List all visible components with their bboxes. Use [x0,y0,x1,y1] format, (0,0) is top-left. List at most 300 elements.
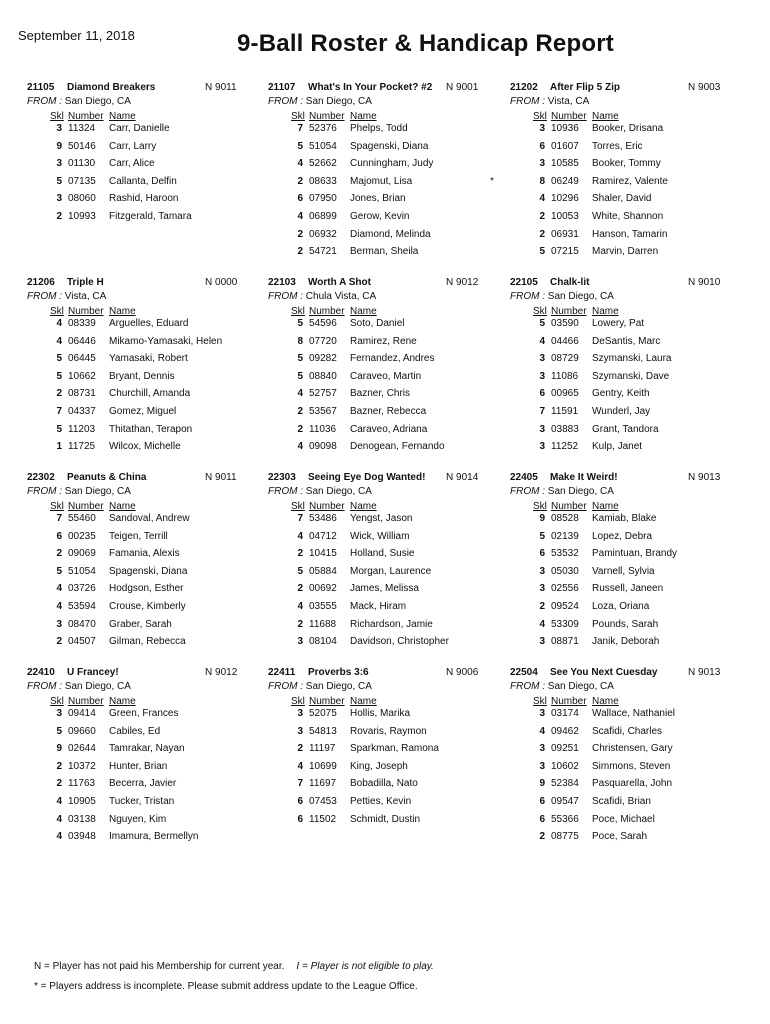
player-name: Becerra, Javier [109,778,177,790]
player-number: 52075 [309,708,337,719]
col-skl: Skl [533,696,547,707]
team-number: 22105 [510,277,538,288]
player-number: 11086 [551,370,579,382]
player-row [268,336,513,354]
player-number: 11036 [309,423,337,435]
team-block [268,667,513,857]
player-row [510,211,755,229]
player-number: 05884 [309,565,337,577]
player-name: Wallace, Nathaniel [592,708,676,719]
player-row [510,318,755,336]
player-name: Davidson, Christopher [350,636,449,648]
from-label: FROM : [27,291,62,302]
player-row [510,193,755,211]
player-skill: 4 [297,530,303,542]
player-skill: 6 [539,813,545,825]
player-name: Gomez, Miguel [109,405,177,417]
team-code: 9011 [215,82,237,93]
player-skill: 3 [539,423,545,435]
team-header [268,277,513,291]
player-name: Morgan, Laurence [350,565,432,577]
player-number: 03883 [551,423,579,435]
player-row [27,141,272,159]
team-name: Seeing Eye Dog Wanted! [308,472,426,483]
player-row [268,371,513,389]
player-row [268,158,513,176]
team-from [510,681,755,694]
player-name: Yengst, Jason [350,513,413,524]
player-number: 04466 [551,335,579,347]
team-number: 22103 [268,277,296,288]
player-name: Sandoval, Andrew [109,513,190,524]
player-name: Famania, Alexis [109,548,180,560]
player-name: Mikamo-Yamasaki, Helen [109,335,223,347]
team-name: What's In Your Pocket? #2 [308,82,433,93]
team-code: 9001 [456,82,479,93]
player-number: 01607 [551,140,579,152]
from-label: FROM : [510,291,545,302]
player-name: Crouse, Kimberly [109,600,186,612]
player-skill: 4 [56,318,62,329]
team-block [510,667,755,857]
player-skill: 3 [56,618,62,630]
player-name: Spagenski, Diana [350,140,429,152]
team-flag: N [688,82,696,93]
team-from [268,291,513,304]
from-label: FROM : [510,486,545,497]
player-row [510,123,755,141]
player-row [510,778,755,796]
report-title: 9-Ball Roster & Handicap Report [237,30,614,57]
report-date: September 11, 2018 [18,28,135,43]
col-skl: Skl [291,696,305,707]
player-row [510,406,755,424]
player-skill: 5 [56,175,62,187]
player-number: 53532 [551,548,579,560]
player-row [510,336,755,354]
player-number: 07950 [309,193,337,205]
col-name: Name [109,111,136,122]
team-status [688,667,720,678]
team-from [268,681,513,694]
team-block [27,82,272,272]
team-status [446,277,478,288]
team-flag: N [446,667,454,678]
player-name: Lowery, Pat [592,318,645,329]
player-skill: 6 [539,548,545,560]
team-block [510,277,755,467]
player-name: Ramirez, Valente [592,175,668,187]
player-row [510,708,755,726]
team-number: 22504 [510,667,538,678]
player-name: Hanson, Tamarin [592,228,668,240]
player-skill: 2 [297,423,303,435]
player-name: Poce, Sarah [592,831,648,843]
player-name: Richardson, Jamie [350,618,433,630]
player-name: King, Joseph [350,760,408,772]
col-skl: Skl [533,111,547,122]
player-row [27,566,272,584]
team-location: San Diego, CA [547,486,614,497]
team-name: Diamond Breakers [67,82,156,93]
player-name: Carr, Danielle [109,123,170,134]
player-skill: 5 [56,423,62,435]
player-row [27,796,272,814]
team-status [205,667,237,678]
team-from [510,486,755,499]
col-number: Number [309,111,345,122]
player-number: 00692 [309,583,337,595]
player-number: 04507 [68,636,96,648]
team-from [27,681,272,694]
col-number: Number [309,306,345,317]
roster-column-headers [268,306,513,318]
player-row [510,831,755,849]
player-number: 06446 [68,335,96,347]
player-skill: 3 [539,353,545,365]
player-skill: 8 [297,335,303,347]
player-row [490,175,755,194]
player-skill: 6 [297,193,303,205]
player-number: 07135 [68,175,96,187]
col-name: Name [350,501,377,512]
player-number: 10993 [68,210,96,222]
player-number: 06899 [309,210,337,222]
player-name: White, Shannon [592,210,664,222]
player-name: Hunter, Brian [109,760,168,772]
team-code: 0000 [215,277,238,288]
player-row [510,619,755,637]
player-row [27,619,272,637]
player-name: Rashid, Haroon [109,193,179,205]
player-number: 10053 [551,210,579,222]
player-number: 09098 [309,441,337,453]
player-row [268,761,513,779]
player-name: Phelps, Todd [350,123,408,134]
team-status [688,82,720,93]
player-number: 03555 [309,600,337,612]
col-skl: Skl [533,306,547,317]
team-from [27,486,272,499]
player-skill: 4 [56,831,62,843]
player-skill: 2 [56,388,62,400]
player-name: Schmidt, Dustin [350,813,421,825]
player-number: 03726 [68,583,96,595]
player-name: Gilman, Rebecca [109,636,186,648]
player-row [27,424,272,442]
team-status [688,277,720,288]
team-location: Vista, CA [64,291,107,302]
player-name: Torres, Eric [592,140,643,152]
col-name: Name [592,111,619,122]
player-name: Arguelles, Eduard [109,318,189,329]
player-number: 05030 [551,565,579,577]
player-skill: 2 [297,246,303,258]
team-header [268,667,513,681]
team-code: 9011 [215,472,237,483]
player-number: 11203 [68,423,96,435]
col-name: Name [109,306,136,317]
player-name: Petties, Kevin [350,795,412,807]
player-skill: 9 [56,140,62,152]
player-row [268,636,513,654]
player-number: 00965 [551,388,579,400]
player-number: 03590 [551,318,579,329]
player-name: Scafidi, Charles [592,725,663,737]
player-row [268,778,513,796]
player-number: 08731 [68,388,96,400]
player-row [27,778,272,796]
player-skill: 2 [56,778,62,790]
player-skill: 4 [56,600,62,612]
player-name: Nguyen, Kim [109,813,167,825]
player-name: Grant, Tandora [592,423,659,435]
team-status [205,472,237,483]
team-flag: N [446,82,454,93]
player-skill: 3 [56,708,62,719]
player-number: 50146 [68,140,96,152]
player-number: 02556 [551,583,579,595]
player-skill: 7 [56,513,62,524]
from-label: FROM : [268,96,303,107]
player-row [268,176,513,194]
player-row [268,814,513,832]
player-skill: 2 [56,548,62,560]
roster-column-headers [27,696,272,708]
team-location: San Diego, CA [547,681,614,692]
player-row [27,318,272,336]
player-name: Szymanski, Dave [592,370,670,382]
player-number: 11763 [68,778,96,790]
player-name: Pounds, Sarah [592,618,659,630]
player-name: Christensen, Gary [592,743,673,755]
col-name: Name [592,696,619,707]
player-number: 03948 [68,831,96,843]
player-number: 06249 [551,175,579,187]
player-name: Pamintuan, Brandy [592,548,678,560]
player-number: 07215 [551,246,579,258]
player-number: 51054 [309,140,337,152]
player-name: Marvin, Darren [592,246,659,258]
player-name: James, Melissa [350,583,419,595]
col-number: Number [551,111,587,122]
player-skill: 7 [297,123,303,134]
player-row [27,158,272,176]
player-skill: 3 [539,743,545,755]
player-name: Callanta, Delfin [109,175,177,187]
player-number: 03138 [68,813,96,825]
player-name: Gentry, Keith [592,388,650,400]
player-name: Russell, Janeen [592,583,664,595]
col-name: Name [592,306,619,317]
team-location: San Diego, CA [305,96,372,107]
player-name: Ramirez, Rene [350,335,417,347]
player-row [268,548,513,566]
team-block [268,277,513,467]
from-label: FROM : [268,486,303,497]
roster-column-headers [27,111,272,123]
player-number: 10699 [309,760,337,772]
player-number: 55460 [68,513,96,524]
player-number: 53486 [309,513,337,524]
player-skill: 3 [539,760,545,772]
col-skl: Skl [50,111,64,122]
roster-column-headers [268,111,513,123]
player-row [268,406,513,424]
player-number: 11697 [309,778,337,790]
player-row [27,831,272,849]
team-location: Chula Vista, CA [305,291,377,302]
roster-column-headers [510,111,755,123]
player-name: Yamasaki, Robert [109,353,188,365]
team-location: San Diego, CA [305,486,372,497]
player-skill: 3 [539,636,545,648]
col-skl: Skl [50,501,64,512]
player-skill: 5 [539,318,545,329]
player-name: Green, Frances [109,708,179,719]
team-name: See You Next Cuesday [550,667,658,678]
player-number: 08871 [551,636,579,648]
team-number: 22405 [510,472,538,483]
player-number: 09547 [551,795,579,807]
col-name: Name [592,501,619,512]
player-skill: 5 [297,318,303,329]
player-skill: 5 [56,565,62,577]
player-number: 08060 [68,193,96,205]
player-name: Diamond, Melinda [350,228,431,240]
player-name: Caraveo, Adriana [350,423,428,435]
player-name: Szymanski, Laura [592,353,672,365]
col-name: Name [350,111,377,122]
player-row [27,406,272,424]
team-name: After Flip 5 Zip [550,82,620,93]
player-skill: 3 [297,708,303,719]
col-number: Number [309,501,345,512]
col-number: Number [68,111,104,122]
roster-column-headers [510,306,755,318]
player-number: 06445 [68,353,96,365]
player-name: Cabiles, Ed [109,725,161,737]
team-block [27,472,272,662]
player-number: 06931 [551,228,579,240]
player-skill: 5 [56,370,62,382]
player-number: 53309 [551,618,579,630]
player-skill: 2 [297,405,303,417]
player-row [510,424,755,442]
team-flag: N [688,472,696,483]
player-skill: 9 [56,743,62,755]
player-row [268,229,513,247]
player-name: Fitzgerald, Tamara [109,210,192,222]
player-number: 54596 [309,318,337,329]
player-row [268,388,513,406]
player-number: 10585 [551,158,579,170]
team-status [205,277,237,288]
team-number: 21202 [510,82,538,93]
player-number: 53567 [309,405,337,417]
player-row [268,726,513,744]
team-name: Make It Weird! [550,472,618,483]
player-row [510,743,755,761]
player-row [510,246,755,264]
player-row [510,531,755,549]
player-number: 11252 [551,441,579,453]
player-name: Carr, Larry [109,140,157,152]
player-name: Wick, William [350,530,410,542]
player-name: Bazner, Chris [350,388,411,400]
footer-notes [34,961,434,1001]
player-skill: 3 [297,636,303,648]
player-name: Imamura, Bermellyn [109,831,199,843]
player-number: 07720 [309,335,337,347]
player-number: 08470 [68,618,96,630]
player-name: Booker, Drisana [592,123,664,134]
team-block [268,82,513,272]
player-skill: 3 [539,708,545,719]
player-name: Thitathan, Terapon [109,423,193,435]
player-row [27,176,272,194]
player-row [268,743,513,761]
player-skill: 8 [539,175,545,187]
col-skl: Skl [50,306,64,317]
player-name: Rovaris, Raymon [350,725,427,737]
player-skill: 2 [539,210,545,222]
team-header [510,82,755,96]
player-skill: 5 [297,140,303,152]
player-number: 09524 [551,600,579,612]
col-skl: Skl [291,306,305,317]
player-row [510,513,755,531]
player-row [268,123,513,141]
player-skill: 3 [539,441,545,453]
player-row [268,441,513,459]
roster-column-headers [268,696,513,708]
player-name: Cunningham, Judy [350,158,434,170]
team-flag: N [205,667,213,678]
player-row [268,424,513,442]
player-skill: 2 [539,600,545,612]
player-skill: 3 [56,193,62,205]
player-row [27,513,272,531]
player-skill: 2 [539,831,545,843]
team-block [510,472,755,662]
player-row [510,761,755,779]
player-number: 01130 [68,158,96,170]
player-row [27,601,272,619]
player-number: 10936 [551,123,579,134]
player-skill: 6 [56,530,62,542]
player-skill: 4 [297,210,303,222]
from-label: FROM : [27,681,62,692]
player-skill: 2 [297,175,303,187]
team-name: Chalk-lit [550,277,590,288]
team-code: 9012 [215,667,238,678]
player-number: 04337 [68,405,96,417]
team-header [268,82,513,96]
team-code: 9006 [456,667,479,678]
team-name: Worth A Shot [308,277,371,288]
roster-column-headers [510,696,755,708]
player-row [268,619,513,637]
player-skill: 4 [297,441,303,453]
col-number: Number [68,501,104,512]
player-number: 08775 [551,831,579,843]
player-skill: 2 [297,618,303,630]
team-number: 22410 [27,667,55,678]
player-row [27,388,272,406]
team-flag: N [205,82,213,93]
team-header [510,667,755,681]
